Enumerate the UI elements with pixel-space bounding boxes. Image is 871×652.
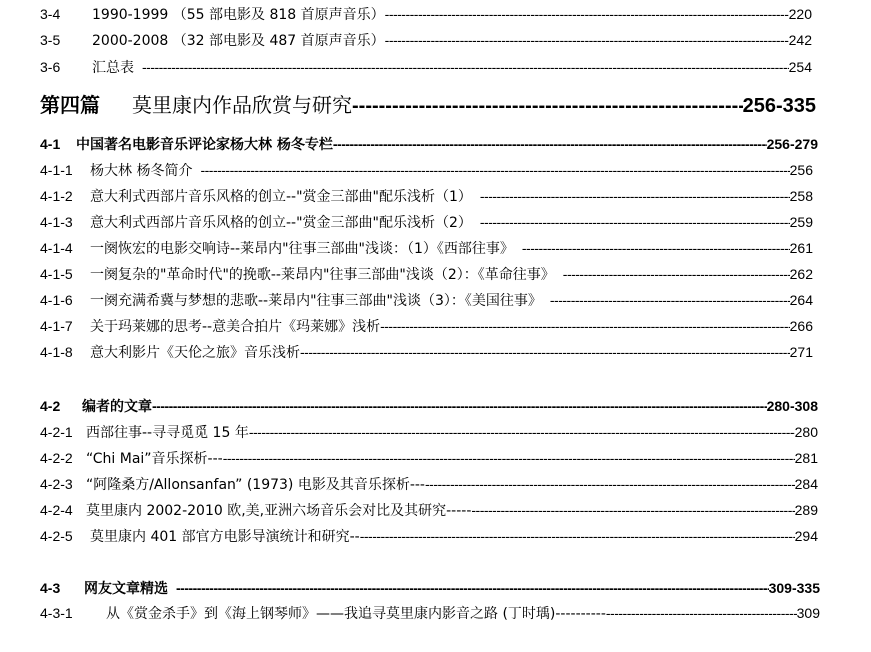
entry-page: 264 [789, 292, 813, 308]
dot-leader [385, 30, 789, 50]
toc-entry-4-2-2 [40, 448, 818, 470]
toc-entry-4-1-7 [40, 316, 813, 338]
dot-leader [152, 396, 767, 416]
entry-title: 杨大林 杨冬简介 [90, 163, 193, 179]
entry-title: “Chi Mai”音乐探析--- [86, 451, 223, 467]
dot-leader [380, 316, 790, 336]
entry-title: 莫里康内 401 部官方电影导演统计和研究-- [90, 529, 360, 545]
toc-entry-4-1 [40, 134, 818, 156]
toc-entry-3-6 [40, 57, 812, 79]
entry-number: 3-4 [40, 6, 61, 22]
entry-page: 294 [794, 528, 818, 544]
dot-leader [480, 186, 790, 206]
dot-leader [200, 160, 789, 180]
entry-page: 256 [789, 162, 813, 178]
entry-number: 4-2 [40, 398, 61, 414]
entry-title: 意大利式西部片音乐风格的创立--"赏金三部曲"配乐浅析（2） [90, 215, 472, 231]
part-title: 莫里康内作品欣赏与研究 [132, 93, 352, 117]
dot-leader [522, 238, 790, 258]
entry-page: 284 [794, 476, 818, 492]
entry-title: 从《赏金杀手》到《海上钢琴师》——我追寻莫里康内影音之路 (丁时瑀)---------- [106, 606, 606, 622]
toc-entry-3-5 [40, 30, 812, 52]
dot-leader [480, 212, 790, 232]
toc-entry-4-1-6 [40, 290, 813, 312]
entry-title: 莫里康内 2002-2010 欧,美,亚洲六场音乐会对比及其研究----- [86, 503, 472, 519]
dot-leader [352, 93, 743, 119]
entry-title: 编者的文章 [82, 399, 152, 415]
entry-page: 262 [789, 266, 813, 282]
entry-number: 4-1-5 [40, 266, 73, 282]
entry-number: 4-1-3 [40, 214, 73, 230]
entry-title: “阿隆桑方/Allonsanfan” (1973) 电影及其音乐探析--- [86, 477, 425, 493]
entry-page: 309-335 [768, 580, 820, 596]
dot-leader [606, 603, 797, 623]
entry-page: 271 [789, 344, 813, 360]
dot-leader [142, 57, 789, 77]
entry-title: 2000-2008 （32 部电影及 487 首原声音乐） [92, 33, 385, 49]
entry-number: 4-2-5 [40, 528, 73, 544]
dot-leader [385, 4, 789, 24]
entry-number: 4-2-3 [40, 476, 73, 492]
entry-title: 意大利式西部片音乐风格的创立--"赏金三部曲"配乐浅析（1） [90, 189, 472, 205]
dot-leader [550, 290, 790, 310]
entry-page: 280-308 [766, 398, 818, 414]
toc-entry-4-2-4 [40, 500, 818, 522]
entry-page: 254 [788, 59, 812, 75]
entry-number: 4-3 [40, 580, 61, 596]
toc-entry-4-2-5 [40, 526, 818, 548]
toc-entry-3-4 [40, 4, 812, 26]
entry-title: 网友文章精选 [84, 581, 168, 597]
toc-entry-4-1-3 [40, 212, 813, 234]
entry-number: 4-1 [40, 136, 61, 152]
dot-leader [425, 474, 795, 494]
entry-title: 汇总表 [92, 60, 134, 76]
dot-leader [471, 500, 794, 520]
entry-number: 4-2-2 [40, 450, 73, 466]
entry-number: 4-1-6 [40, 292, 73, 308]
entry-number: 4-1-7 [40, 318, 73, 334]
toc-entry-4-1-8 [40, 342, 813, 364]
toc-entry-4-1-2 [40, 186, 813, 208]
entry-number: 3-6 [40, 59, 61, 75]
entry-page: 281 [794, 450, 818, 466]
entry-page: 266 [789, 318, 813, 334]
entry-page: 280 [794, 424, 818, 440]
toc-entry-4-2-3 [40, 474, 818, 496]
toc-entry-4-1-1 [40, 160, 813, 182]
entry-title: 意大利影片《天伦之旅》音乐浅析 [90, 345, 300, 361]
entry-page: 261 [789, 240, 813, 256]
entry-title: 1990-1999 （55 部电影及 818 首原声音乐） [92, 7, 385, 23]
entry-title: 一阕充满希冀与梦想的悲歌--莱昂内"往事三部曲"浅谈（3）：《美国往事》 [90, 293, 542, 309]
toc-entry-4-1-5 [40, 264, 813, 286]
entry-number: 4-1-4 [40, 240, 73, 256]
dot-leader [176, 578, 769, 598]
dot-leader [300, 342, 790, 362]
toc-entry-4-3-1 [40, 603, 820, 625]
entry-number: 4-1-1 [40, 162, 73, 178]
entry-page: 258 [789, 188, 813, 204]
toc-entry-4-3 [40, 578, 820, 600]
toc-entry-4-2-1 [40, 422, 818, 444]
part-number: 第四篇 [40, 95, 100, 117]
dot-leader [360, 526, 795, 546]
entry-page: 220 [788, 6, 812, 22]
entry-number: 4-3-1 [40, 605, 73, 621]
entry-page: 259 [789, 214, 813, 230]
toc-entry-4-1-4 [40, 238, 813, 260]
dot-leader [223, 448, 795, 468]
entry-page: 309 [796, 605, 820, 621]
part-heading-4 [40, 92, 816, 120]
entry-page: 289 [794, 502, 818, 518]
entry-number: 3-5 [40, 32, 61, 48]
dot-leader [249, 422, 795, 442]
entry-title: 西部往事--寻寻觅觅 15 年 [86, 425, 249, 441]
entry-number: 4-2-1 [40, 424, 73, 440]
entry-title: 一阕复杂的"革命时代"的挽歌--莱昂内"往事三部曲"浅谈（2）：《革命往事》 [90, 267, 555, 283]
dot-leader [333, 134, 767, 154]
entry-number: 4-1-8 [40, 344, 73, 360]
part-page: 256-335 [742, 95, 816, 117]
dot-leader [563, 264, 790, 284]
toc-entry-4-2 [40, 396, 818, 418]
entry-page: 242 [788, 32, 812, 48]
entry-title: 关于玛莱娜的思考--意美合拍片《玛莱娜》浅析 [90, 319, 381, 335]
entry-number: 4-1-2 [40, 188, 73, 204]
entry-title: 中国著名电影音乐评论家杨大林 杨冬专栏 [76, 137, 333, 153]
entry-number: 4-2-4 [40, 502, 73, 518]
entry-title: 一阕恢宏的电影交响诗--莱昂内"往事三部曲"浅谈：（1）《西部往事》 [90, 241, 514, 257]
entry-page: 256-279 [766, 136, 818, 152]
